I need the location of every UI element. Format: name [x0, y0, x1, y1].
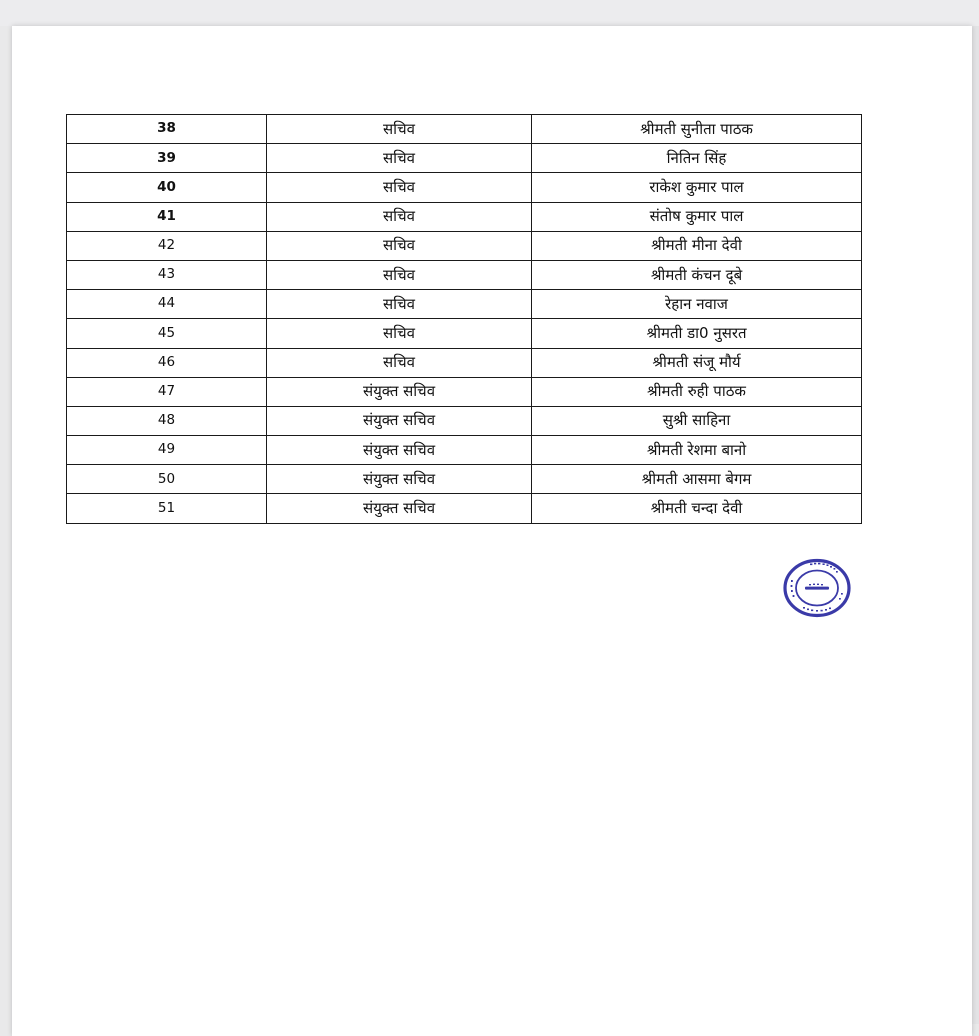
- serial-number-cell: 45: [67, 319, 267, 348]
- table-row: [67, 231, 862, 260]
- designation-cell: सचिव: [267, 202, 532, 231]
- serial-number-cell: 38: [67, 115, 267, 144]
- designation-cell: संयुक्त सचिव: [267, 436, 532, 465]
- serial-number-cell: 51: [67, 494, 267, 523]
- table-row: [67, 348, 862, 377]
- table-row: [67, 406, 862, 435]
- name-cell: श्रीमती सुनीता पाठक: [532, 115, 862, 144]
- name-cell: रेहान नवाज: [532, 290, 862, 319]
- name-cell: श्रीमती रुही पाठक: [532, 377, 862, 406]
- designation-cell: संयुक्त सचिव: [267, 494, 532, 523]
- name-cell: श्रीमती रेशमा बानो: [532, 436, 862, 465]
- table-row: [67, 173, 862, 202]
- name-cell: नितिन सिंह: [532, 144, 862, 173]
- name-cell: श्रीमती मीना देवी: [532, 231, 862, 260]
- table-row: [67, 436, 862, 465]
- document-page: [12, 26, 972, 1036]
- table-row: [67, 144, 862, 173]
- designation-cell: सचिव: [267, 260, 532, 289]
- name-cell: श्रीमती कंचन दूबे: [532, 260, 862, 289]
- serial-number-cell: 48: [67, 406, 267, 435]
- table-row: [67, 290, 862, 319]
- designation-cell: सचिव: [267, 231, 532, 260]
- name-cell: श्रीमती संजू मौर्य: [532, 348, 862, 377]
- serial-number-cell: 39: [67, 144, 267, 173]
- serial-number-cell: 40: [67, 173, 267, 202]
- table-row: [67, 319, 862, 348]
- name-cell: राकेश कुमार पाल: [532, 173, 862, 202]
- name-cell: सुश्री साहिना: [532, 406, 862, 435]
- designation-cell: सचिव: [267, 290, 532, 319]
- roster-table-body: [67, 115, 862, 524]
- designation-cell: सचिव: [267, 173, 532, 202]
- name-cell: श्रीमती चन्दा देवी: [532, 494, 862, 523]
- serial-number-cell: 46: [67, 348, 267, 377]
- table-row: [67, 115, 862, 144]
- designation-cell: संयुक्त सचिव: [267, 406, 532, 435]
- serial-number-cell: 50: [67, 465, 267, 494]
- viewer-right-edge: [972, 26, 979, 1024]
- designation-cell: सचिव: [267, 348, 532, 377]
- table-row: [67, 202, 862, 231]
- name-cell: श्रीमती डा0 नुसरत: [532, 319, 862, 348]
- table-row: [67, 494, 862, 523]
- designation-cell: सचिव: [267, 144, 532, 173]
- designation-cell: संयुक्त सचिव: [267, 377, 532, 406]
- name-cell: श्रीमती आसमा बेगम: [532, 465, 862, 494]
- serial-number-cell: 41: [67, 202, 267, 231]
- designation-cell: संयुक्त सचिव: [267, 465, 532, 494]
- table-row: [67, 465, 862, 494]
- name-cell: संतोष कुमार पाल: [532, 202, 862, 231]
- designation-cell: सचिव: [267, 319, 532, 348]
- roster-table: [66, 114, 862, 524]
- table-row: [67, 377, 862, 406]
- viewer-top-bar: [0, 0, 979, 26]
- serial-number-cell: 47: [67, 377, 267, 406]
- serial-number-cell: 42: [67, 231, 267, 260]
- serial-number-cell: 49: [67, 436, 267, 465]
- designation-cell: सचिव: [267, 115, 532, 144]
- serial-number-cell: 44: [67, 290, 267, 319]
- official-seal-stamp: [783, 558, 851, 618]
- serial-number-cell: 43: [67, 260, 267, 289]
- table-row: [67, 260, 862, 289]
